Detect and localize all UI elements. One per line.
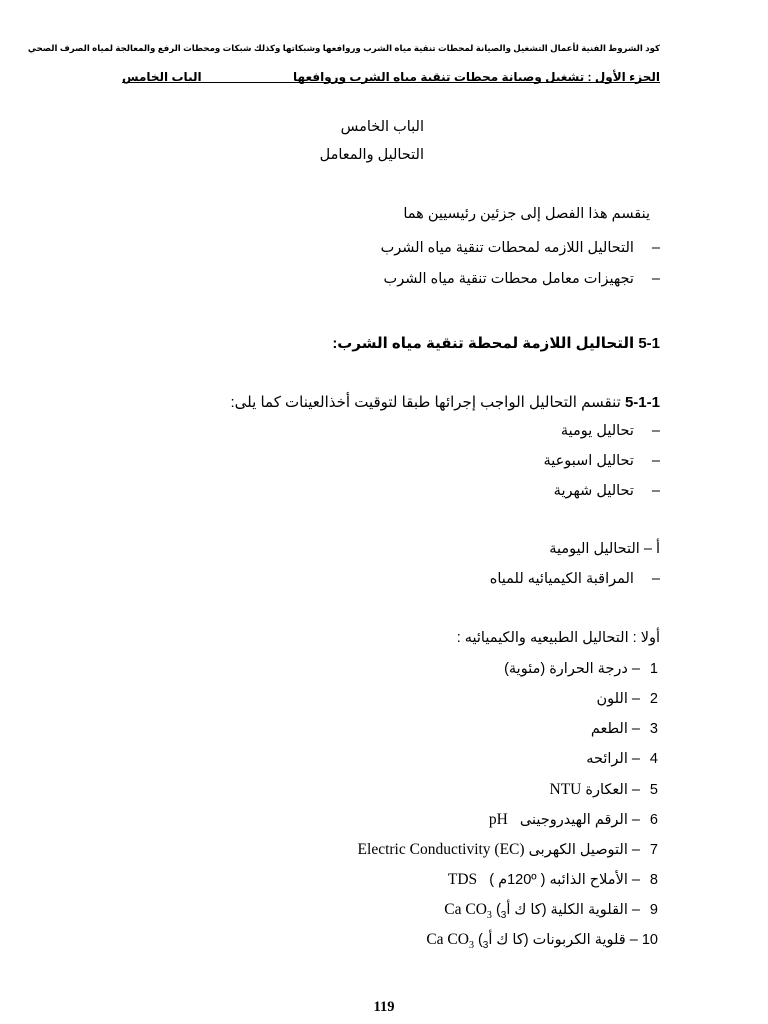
page-number: 119 xyxy=(373,999,395,1015)
header-divider xyxy=(122,82,660,83)
physchem-item: 7 – التوصيل الكهربى Electric Conductivity (EC) xyxy=(357,841,658,858)
physchem-item: 10 – قلوية الكربونات (كا ك أ$_3$) Ca $CO_3$ xyxy=(426,931,658,952)
physchem-item: 1 – درجة الحرارة (مئوية) xyxy=(504,661,658,677)
section-heading-5-1-1: 5-1-1 تنقسم التحاليل الواجب إجرائها طبقا لتوقيت أخذالعينات كما يلى: xyxy=(230,394,660,411)
sampling-list-item: – تحاليل يومية xyxy=(560,423,660,439)
sampling-list-item: – تحاليل اسبوعية xyxy=(543,453,660,469)
intro-text: ينقسم هذا الفصل إلى جزئين رئيسيين هما xyxy=(403,206,650,222)
running-header-code-title: كود الشروط الفنية لأعمال التشغيل والصيانة لمحطات تنقية مياه الشرب وروافعها وشبكاتها وكذلك شبكات ومحطات الرفع والمعالجة لمياه الصرف الصحي xyxy=(27,43,660,53)
running-header-chapter: الباب الخامس xyxy=(122,70,202,84)
chapter-subject: التحاليل والمعامل xyxy=(319,147,424,163)
physchem-item: 9 – القلوية الكلية (كا ك أ$_3$) Ca $CO_3$ xyxy=(444,901,658,922)
physchem-heading: أولا : التحاليل الطبيعيه والكيميائيه : xyxy=(456,630,660,646)
intro-list-item: – تجهيزات معامل محطات تنقية مياه الشرب xyxy=(383,271,660,287)
running-header-part: الجزء الأول : تشغيل وصيانة محطات تنقية مياه الشرب وروافعها xyxy=(293,70,660,84)
physchem-item: 3 – الطعم xyxy=(590,721,658,737)
chapter-title: الباب الخامس xyxy=(340,119,424,135)
daily-analyses-item: – المراقبة الكيميائيه للمياه xyxy=(489,571,660,587)
physchem-item: 4 – الرائحه xyxy=(586,751,658,767)
section-heading-5-1: 5-1 التحاليل اللازمة لمحطة تنقية مياه الشرب: xyxy=(332,335,660,352)
daily-analyses-heading: أ – التحاليل اليومية xyxy=(549,541,660,557)
physchem-item: 6 – الرقم الهيدروجينى pH xyxy=(488,811,658,828)
physchem-item: 8 – الأملاح الذائبه ( 120ºم ) TDS xyxy=(447,871,658,888)
sampling-list-item: – تحاليل شهرية xyxy=(553,483,660,499)
physchem-item: 2 – اللون xyxy=(596,691,658,707)
intro-list-item: – التحاليل اللازمه لمحطات تنقية مياه الشرب xyxy=(380,240,660,256)
physchem-item: 5 – العكارة NTU xyxy=(549,781,658,798)
